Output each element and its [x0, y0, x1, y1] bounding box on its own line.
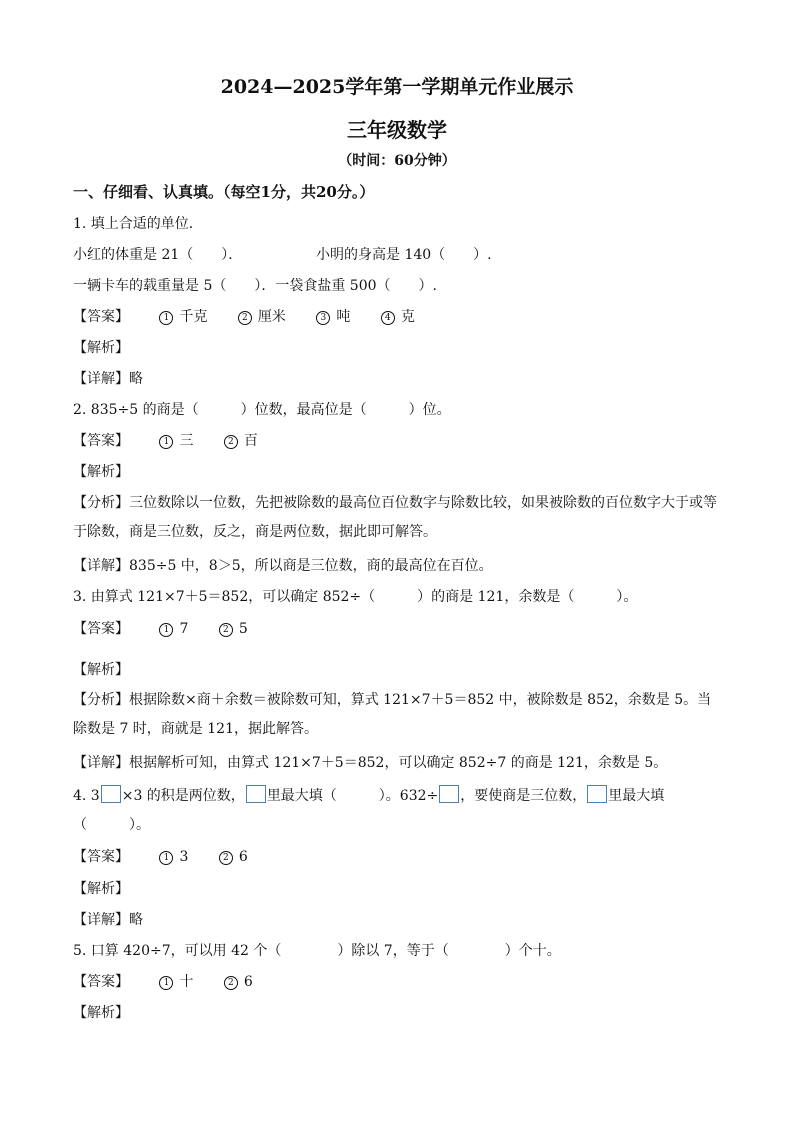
answer-item: 3 吨: [316, 307, 350, 327]
time-limit: （时间：60分钟）: [338, 153, 456, 169]
question-2-detail: 【详解】835÷5 中，8＞5，所以商是三位数，商的最高位在百位。: [73, 558, 493, 574]
question-1-line-2: 一辆卡车的载重量是 5（ ）．一袋食盐重 500（ ）.: [73, 278, 437, 294]
section-heading: 一、仔细看、认真填。（每空1分，共20分。）: [73, 183, 375, 201]
question-1-answer: [73, 307, 441, 327]
question-3-stem: 3. 由算式 121×7＋5＝852，可以确定 852÷（ ）的商是 121，余数是（ ）。: [73, 589, 638, 605]
circled-number-icon: 2: [224, 435, 238, 449]
circled-number-icon: 2: [219, 623, 233, 637]
circled-number-icon: 2: [238, 311, 252, 325]
question-5-jiexi: 【解析】: [73, 1005, 129, 1021]
question-1-jiexi: 【解析】: [73, 340, 129, 356]
answer-label: 【答案】: [73, 974, 129, 990]
blank-box: [587, 785, 607, 803]
question-4-line-2: （ ）。: [73, 817, 150, 833]
answer-item: 2 5: [219, 619, 248, 639]
question-3-answer: [73, 619, 274, 639]
blank-box: [101, 785, 121, 803]
question-4-stem: 4. 3 ×3 的积是两位数， 里最大填（ ）。632÷ ，要使商是三位数， 里最大填: [73, 785, 664, 806]
answer-item: 2 厘米: [238, 307, 286, 327]
answer-item: 1 十: [159, 972, 193, 992]
blank-box: [439, 785, 459, 803]
question-2-analysis: 【分析】三位数除以一位数，先把被除数的最高位百位数字与除数比较，如果被除数的百位数字大于或等于除数，商是三位数，反之，商是两位数，据此即可解答。: [73, 495, 717, 540]
answer-item: 1 3: [159, 847, 188, 867]
question-4-jiexi: 【解析】: [73, 881, 129, 897]
circled-number-icon: 3: [316, 311, 330, 325]
circled-number-icon: 1: [159, 311, 173, 325]
document-title: 2024—2025学年第一学期单元作业展示: [220, 76, 574, 98]
answer-item: 2 6: [224, 972, 253, 992]
question-5-answer: [73, 972, 279, 992]
answer-label: 【答案】: [73, 621, 129, 637]
question-3-jiexi: 【解析】: [73, 662, 129, 678]
circled-number-icon: 1: [159, 851, 173, 865]
circled-number-icon: 4: [381, 311, 395, 325]
answer-label: 【答案】: [73, 309, 129, 325]
document-subtitle: 三年级数学: [347, 118, 447, 142]
circled-number-icon: 2: [219, 851, 233, 865]
circled-number-icon: 2: [224, 976, 238, 990]
question-1-detail: 【详解】略: [73, 371, 143, 387]
question-2-jiexi: 【解析】: [73, 464, 129, 480]
question-2-answer: [73, 431, 284, 451]
question-1-line-1b: 小明的身高是 140（ ）.: [316, 247, 492, 263]
answer-label: 【答案】: [73, 433, 129, 449]
answer-item: 1 三: [159, 431, 193, 451]
circled-number-icon: 1: [159, 976, 173, 990]
question-1-stem: 1. 填上合适的单位．: [73, 216, 203, 232]
answer-item: 2 6: [219, 847, 248, 867]
blank-box: [246, 785, 266, 803]
answer-item: 1 7: [159, 619, 188, 639]
answer-item: 2 百: [224, 431, 258, 451]
question-3-analysis: 【分析】根据除数×商＋余数＝被除数可知，算式 121×7＋5＝852 中，被除数是 852，余数是 5。当除数是 7 时，商就是 121，据此解答。: [73, 692, 712, 737]
answer-item: 4 克: [381, 307, 415, 327]
circled-number-icon: 1: [159, 435, 173, 449]
answer-label: 【答案】: [73, 849, 129, 865]
question-1-line-1a: 小红的体重是 21（ ）．: [73, 247, 243, 263]
circled-number-icon: 1: [159, 623, 173, 637]
question-4-answer: [73, 847, 274, 867]
answer-item: 1 千克: [159, 307, 207, 327]
question-5-stem: 5. 口算 420÷7，可以用 42 个（ ）除以 7，等于（ ）个十。: [73, 943, 561, 959]
question-2-stem: 2. 835÷5 的商是（ ）位数，最高位是（ ）位。: [73, 402, 451, 418]
question-3-detail: 【详解】根据解析可知，由算式 121×7＋5＝852，可以确定 852÷7 的商是 121，余数是 5。: [73, 755, 668, 771]
question-4-detail: 【详解】略: [73, 912, 143, 928]
